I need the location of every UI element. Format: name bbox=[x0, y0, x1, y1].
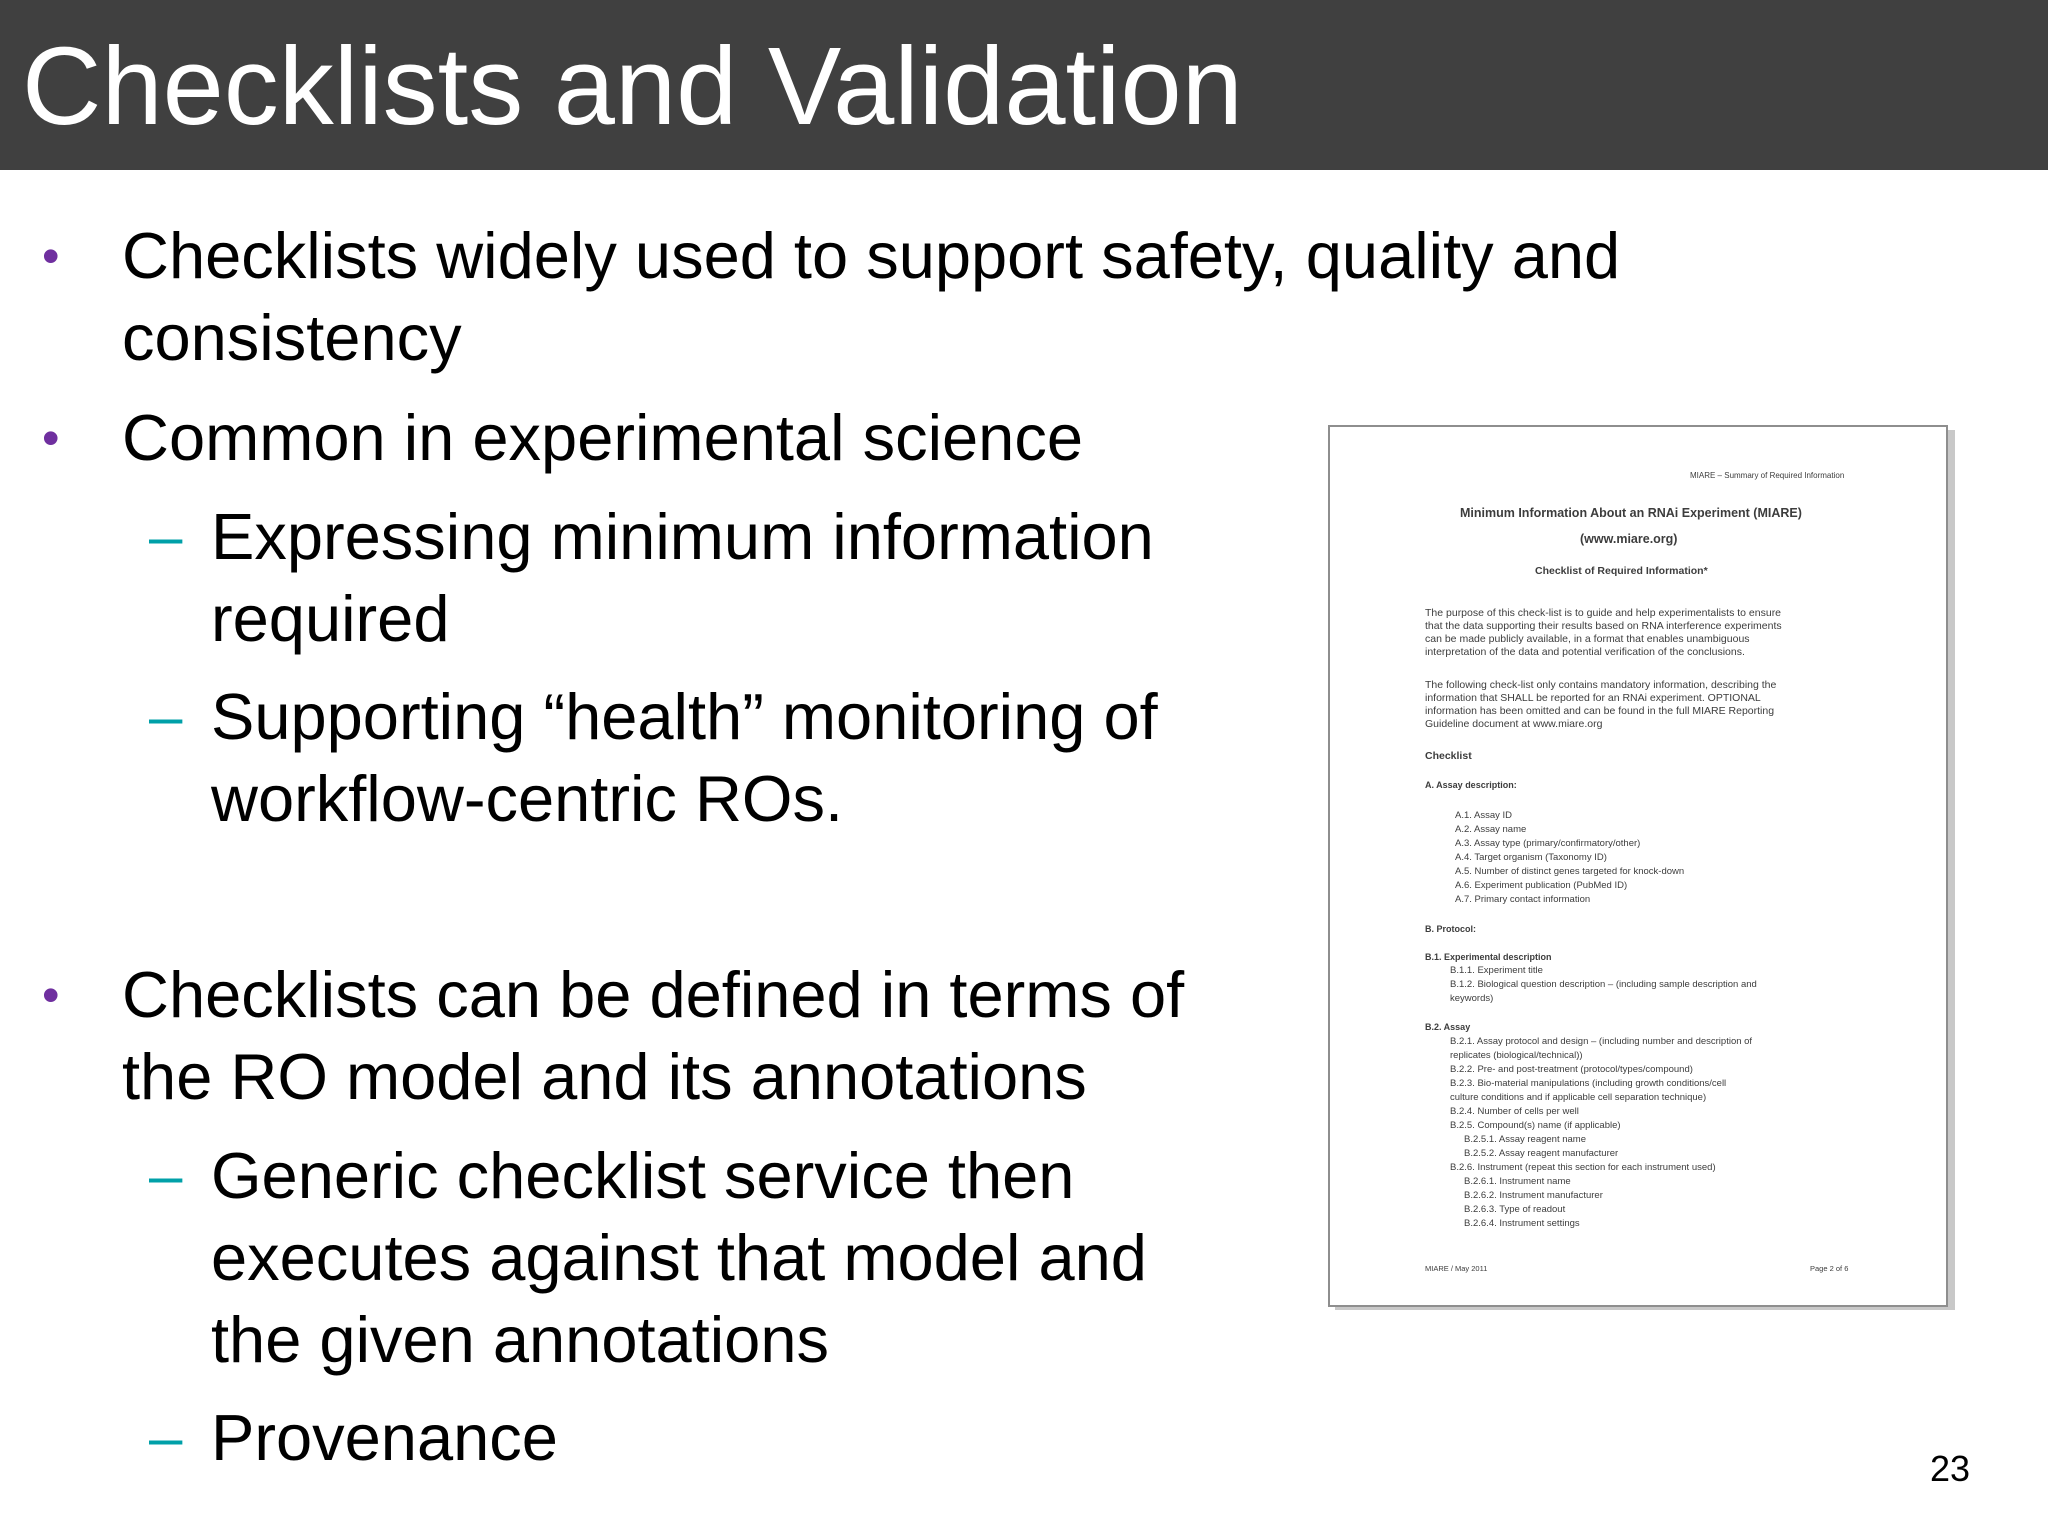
bullet-continuation bbox=[122, 297, 462, 379]
document-item: B.1.1. Experiment title bbox=[1450, 965, 1543, 976]
document-item: B.2.5.2. Assay reagent manufacturer bbox=[1464, 1148, 1619, 1159]
document-url: (www.miare.org) bbox=[1580, 532, 1678, 546]
document-item: B.2.6.3. Type of readout bbox=[1464, 1204, 1566, 1215]
document-item: A.5. Number of distinct genes targeted for knock-down bbox=[1455, 866, 1685, 877]
subbullet-generic-checklist-service bbox=[149, 1135, 1075, 1217]
document-subtitle: Checklist of Required Information* bbox=[1535, 565, 1708, 577]
subbullet-continuation bbox=[211, 578, 449, 660]
document-item: B.2.5. Compound(s) name (if applicable) bbox=[1450, 1120, 1621, 1131]
subbullet-continuation bbox=[211, 758, 843, 840]
subbullet-text: the given annotations bbox=[211, 1303, 829, 1376]
document-paragraph-line: Guideline document at www.miare.org bbox=[1425, 718, 1603, 730]
bullet-text: Checklists widely used to support safety, quality and bbox=[122, 219, 1621, 292]
bullet-continuation bbox=[122, 1036, 1087, 1118]
dash-marker: – bbox=[149, 1404, 183, 1471]
document-item: A.2. Assay name bbox=[1455, 824, 1527, 835]
subbullet-provenance bbox=[149, 1397, 558, 1479]
document-paragraph-line: The purpose of this check-list is to guide and help experimentalists to ensure bbox=[1425, 607, 1782, 619]
page-number: 23 bbox=[1930, 1448, 1971, 1489]
subbullet-text: required bbox=[211, 582, 450, 655]
document-item: B.2.5.1. Assay reagent name bbox=[1464, 1134, 1586, 1145]
document-item: B.2.6.4. Instrument settings bbox=[1464, 1218, 1580, 1229]
document-item: A.7. Primary contact information bbox=[1455, 894, 1591, 905]
bullet-text: the RO model and its annotations bbox=[122, 1040, 1087, 1113]
document-item: A.1. Assay ID bbox=[1455, 810, 1513, 821]
bullet-marker: • bbox=[42, 410, 60, 466]
document-paragraph-line: interpretation of the data and potential verification of the conclusions. bbox=[1425, 646, 1745, 658]
document-paragraph-line: information has been omitted and can be found in the full MIARE Reporting bbox=[1425, 705, 1775, 717]
bullet-text: consistency bbox=[122, 301, 462, 374]
document-item: B.2.4. Number of cells per well bbox=[1450, 1106, 1579, 1117]
subbullet-text: Expressing minimum information bbox=[211, 500, 1154, 573]
document-item: replicates (biological/technical)) bbox=[1450, 1050, 1583, 1061]
document-item: B.2.6. Instrument (repeat this section for each instrument used) bbox=[1450, 1162, 1716, 1173]
document-item: A.6. Experiment publication (PubMed ID) bbox=[1455, 880, 1628, 891]
subbullet-continuation bbox=[211, 1299, 829, 1381]
document-item: B.2.6.2. Instrument manufacturer bbox=[1464, 1190, 1603, 1201]
title-bar bbox=[0, 0, 2048, 170]
subbullet-text: Generic checklist service then bbox=[211, 1139, 1075, 1212]
document-item: B.2.1. Assay protocol and design – (including number and description of bbox=[1450, 1036, 1753, 1047]
subbullet-text: Provenance bbox=[211, 1401, 558, 1474]
document-section-b: B. Protocol: bbox=[1425, 924, 1476, 934]
document-paragraph-line: that the data supporting their results based on RNA interference experiments bbox=[1425, 620, 1782, 632]
document-paragraph-line: The following check-list only contains mandatory information, describing the bbox=[1425, 679, 1777, 691]
bullet-text: Checklists can be defined in terms of bbox=[122, 958, 1185, 1031]
document-item: A.3. Assay type (primary/confirmatory/other) bbox=[1455, 838, 1641, 849]
subbullet-text: Supporting “health” monitoring of bbox=[211, 680, 1158, 753]
document-item: culture conditions and if applicable cell separation technique) bbox=[1450, 1092, 1707, 1103]
document-item: B.2.6.1. Instrument name bbox=[1464, 1176, 1571, 1187]
bullet-text: Common in experimental science bbox=[122, 401, 1083, 474]
miare-checklist-document bbox=[1328, 425, 1948, 1307]
document-item: B.2.2. Pre- and post-treatment (protocol/types/compound) bbox=[1450, 1064, 1693, 1075]
subbullet-supporting-health-monitoring bbox=[149, 676, 1158, 758]
document-paragraph-line: information that SHALL be reported for an RNAi experiment. OPTIONAL bbox=[1425, 692, 1761, 704]
bullet-checklists-widely-used bbox=[42, 215, 1621, 297]
dash-marker: – bbox=[149, 503, 183, 570]
dash-marker: – bbox=[149, 1142, 183, 1209]
document-checklist-heading: Checklist bbox=[1425, 750, 1472, 762]
document-item: B.2.3. Bio-material manipulations (including growth conditions/cell bbox=[1450, 1078, 1727, 1089]
bullet-checklists-defined-in-terms bbox=[42, 954, 1185, 1036]
bullet-common-in-experimental-science bbox=[42, 397, 1083, 479]
document-footer-left: MIARE / May 2011 bbox=[1425, 1264, 1488, 1273]
subbullet-text: executes against that model and bbox=[211, 1221, 1147, 1294]
document-item: keywords) bbox=[1450, 993, 1494, 1004]
document-header: MIARE – Summary of Required Information bbox=[1690, 471, 1845, 480]
document-item: A.4. Target organism (Taxonomy ID) bbox=[1455, 852, 1607, 863]
bullet-marker: • bbox=[42, 967, 60, 1023]
document-section-b1: B.1. Experimental description bbox=[1425, 952, 1552, 962]
document-section-b2: B.2. Assay bbox=[1425, 1022, 1471, 1032]
document-footer-right: Page 2 of 6 bbox=[1810, 1264, 1849, 1273]
subbullet-continuation bbox=[211, 1217, 1147, 1299]
document-item: B.1.2. Biological question description – (including sample description and bbox=[1450, 979, 1757, 990]
dash-marker: – bbox=[149, 683, 183, 750]
subbullet-text: workflow-centric ROs. bbox=[211, 762, 844, 835]
document-title: Minimum Information About an RNAi Experiment (MIARE) bbox=[1460, 506, 1802, 520]
document-section-a: A. Assay description: bbox=[1425, 780, 1517, 790]
document-paragraph-line: can be made publicly available, in a format that enables unambiguous bbox=[1425, 633, 1750, 645]
slide-title: Checklists and Validation bbox=[22, 25, 1243, 148]
subbullet-expressing-minimum-information bbox=[149, 496, 1154, 578]
bullet-marker: • bbox=[42, 228, 60, 284]
